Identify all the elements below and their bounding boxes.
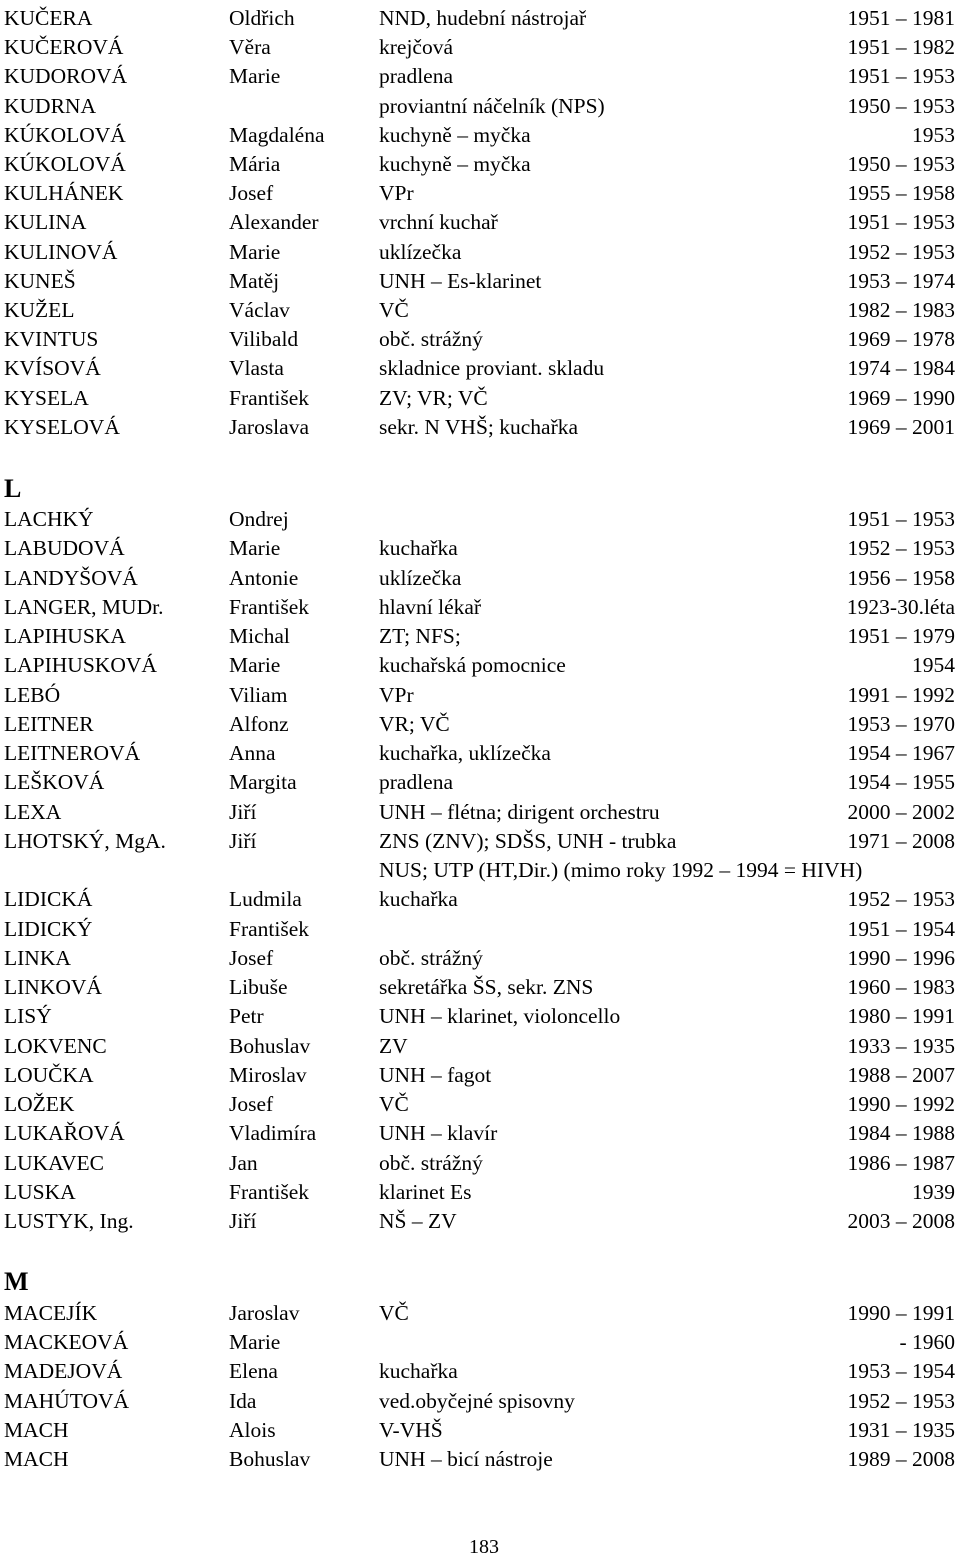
role-cell: krejčová [379, 35, 454, 60]
first-name-cell: Alexander [229, 210, 319, 235]
role-cell: VPr [379, 682, 414, 707]
role-cell: kuchařská pomocnice [379, 653, 566, 678]
section-heading-l: L [4, 474, 22, 503]
first-name-cell: Oldřich [229, 6, 295, 30]
role-cell: uklízečka [379, 565, 462, 590]
role-cell: VPr [379, 181, 414, 206]
years-cell: 1951 – 1953 [847, 507, 955, 531]
list-row [0, 4, 960, 33]
first-name-cell: Jaroslav [229, 1301, 300, 1325]
section-heading-m: M [4, 1267, 29, 1296]
role-cell: UNH – flétna; dirigent orchestru [379, 799, 660, 824]
first-name-cell: Elena [229, 1359, 278, 1384]
years-cell: 1953 – 1974 [847, 268, 955, 293]
first-name-cell: Miroslav [229, 1062, 307, 1087]
role-cell: kuchyně – myčka [379, 152, 531, 176]
surname-cell: MACKEOVÁ [4, 1330, 129, 1355]
years-cell: 1952 – 1953 [847, 887, 955, 912]
list-row [0, 944, 960, 973]
surname-cell: LEITNEROVÁ [4, 741, 141, 765]
first-name-cell: František [229, 916, 310, 941]
list-row [0, 739, 960, 768]
years-cell: 1969 – 2001 [847, 414, 955, 439]
role-cell: VČ [379, 298, 409, 322]
surname-cell: KULINOVÁ [4, 239, 118, 264]
first-name-cell: Margita [229, 770, 297, 795]
list-row [0, 681, 960, 710]
list-row [0, 325, 960, 354]
list-row [0, 1002, 960, 1031]
years-cell: 1989 – 2008 [847, 1447, 955, 1471]
years-cell: 1990 – 1992 [847, 1092, 955, 1116]
role-cell: pradlena [379, 64, 454, 89]
first-name-cell: Michal [229, 624, 290, 648]
role-cell: ZNS (ZNV); SDŠS, UNH - trubka [379, 828, 677, 853]
years-cell: 1953 [912, 122, 955, 147]
list-row [0, 856, 960, 885]
years-cell: 1969 – 1978 [847, 327, 955, 352]
role-cell: VČ [379, 1301, 409, 1325]
surname-cell: LUKAVEC [4, 1150, 104, 1175]
surname-cell: LIDICKÁ [4, 887, 93, 912]
first-name-cell: František [229, 1179, 310, 1204]
surname-cell: KUNEŠ [4, 268, 76, 293]
list-row [0, 296, 960, 325]
first-name-cell: Ondrej [229, 507, 289, 531]
role-cell: NND, hudební nástrojař [379, 6, 587, 30]
surname-cell: LEŠKOVÁ [4, 770, 105, 795]
list-row [0, 1357, 960, 1386]
role-cell: uklízečka [379, 239, 462, 264]
years-cell: 1954 – 1955 [847, 770, 955, 795]
surname-cell: KULINA [4, 210, 87, 235]
list-row [0, 768, 960, 797]
list-row [0, 62, 960, 91]
first-name-cell: Marie [229, 1330, 281, 1355]
years-cell: 1954 [912, 653, 955, 678]
years-cell: 1956 – 1958 [847, 565, 955, 590]
first-name-cell: Marie [229, 653, 281, 678]
years-cell: - 1960 [899, 1330, 955, 1355]
surname-cell: MACEJÍK [4, 1301, 98, 1325]
role-cell: UNH – bicí nástroje [379, 1447, 553, 1471]
surname-cell: LUKAŘOVÁ [4, 1121, 125, 1146]
role-cell: ZV; VR; VČ [379, 385, 488, 410]
first-name-cell: Libuše [229, 975, 288, 999]
role-cell: sekr. N VHŠ; kuchařka [379, 414, 579, 439]
years-cell: 1952 – 1953 [847, 239, 955, 264]
first-name-cell: Matěj [229, 268, 280, 293]
role-cell: kuchařka [379, 887, 458, 912]
role-cell: NŠ – ZV [379, 1209, 457, 1233]
first-name-cell: Jiří [229, 828, 257, 853]
years-cell: 1951 – 1979 [847, 624, 955, 648]
list-row [0, 885, 960, 914]
list-row [0, 1178, 960, 1207]
list-row [0, 1299, 960, 1328]
surname-cell: KUŽEL [4, 298, 75, 322]
years-cell: 1980 – 1991 [847, 1004, 955, 1029]
years-cell: 1951 – 1981 [847, 6, 955, 30]
role-cell: VČ [379, 1092, 409, 1116]
years-cell: 1974 – 1984 [847, 356, 955, 381]
surname-cell: LIDICKÝ [4, 916, 93, 941]
surname-cell: KUDRNA [4, 93, 96, 118]
role-cell: proviantní náčelník (NPS) [379, 93, 605, 118]
surname-cell: LHOTSKÝ, MgA. [4, 828, 166, 853]
role-cell: UNH – klavír [379, 1121, 498, 1146]
years-cell: 1988 – 2007 [847, 1062, 955, 1087]
list-row [0, 710, 960, 739]
years-cell: 1952 – 1953 [847, 1388, 955, 1413]
first-name-cell: Václav [229, 298, 290, 322]
years-cell: 2000 – 2002 [847, 799, 955, 824]
surname-cell: KUDOROVÁ [4, 64, 128, 89]
list-row [0, 593, 960, 622]
surname-cell: LOŽEK [4, 1092, 75, 1116]
list-row [0, 121, 960, 150]
role-cell: kuchařka [379, 1359, 458, 1384]
list-row [0, 827, 960, 856]
years-cell: 1950 – 1953 [847, 93, 955, 118]
first-name-cell: Vladimíra [229, 1121, 317, 1146]
list-row [0, 150, 960, 179]
role-cell: V-VHŠ [379, 1417, 443, 1442]
role-cell: ZT; NFS; [379, 624, 461, 648]
years-cell: 1951 – 1982 [847, 35, 955, 60]
list-row [0, 534, 960, 563]
first-name-cell: Alois [229, 1417, 276, 1442]
list-row [0, 92, 960, 121]
surname-cell: LAPIHUSKOVÁ [4, 653, 157, 678]
first-name-cell: Jaroslava [229, 414, 309, 439]
first-name-cell: Magdaléna [229, 122, 325, 147]
first-name-cell: Vilibald [229, 327, 299, 352]
surname-cell: LOKVENC [4, 1033, 107, 1058]
role-cell: skladnice proviant. skladu [379, 356, 605, 381]
first-name-cell: Ludmila [229, 887, 302, 912]
first-name-cell: Josef [229, 181, 274, 206]
surname-cell: KVINTUS [4, 327, 99, 352]
first-name-cell: Marie [229, 64, 281, 89]
surname-cell: KYSELOVÁ [4, 414, 120, 439]
page-number: 183 [469, 1536, 499, 1558]
first-name-cell: Josef [229, 945, 274, 970]
list-row [0, 1416, 960, 1445]
surname-cell: LUSKA [4, 1179, 76, 1204]
surname-cell: MAHÚTOVÁ [4, 1388, 130, 1413]
role-cell: vrchní kuchař [379, 210, 498, 235]
list-row [0, 238, 960, 267]
surname-cell: KYSELA [4, 385, 89, 410]
surname-cell: KVÍSOVÁ [4, 356, 101, 381]
first-name-cell: Marie [229, 239, 281, 264]
years-cell: 1951 – 1954 [847, 916, 955, 941]
years-cell: 1953 – 1954 [847, 1359, 955, 1384]
list-row [0, 384, 960, 413]
list-row [0, 1149, 960, 1178]
surname-cell: KÚKOLOVÁ [4, 122, 126, 147]
list-row [0, 1119, 960, 1148]
years-cell: 1969 – 1990 [847, 385, 955, 410]
list-row [0, 267, 960, 296]
years-cell: 1971 – 2008 [847, 828, 955, 853]
role-cell: UNH – klarinet, violoncello [379, 1004, 621, 1029]
first-name-cell: Vlasta [229, 356, 284, 381]
role-cell: obč. strážný [379, 945, 483, 970]
first-name-cell: Marie [229, 536, 281, 561]
surname-cell: LABUDOVÁ [4, 536, 125, 561]
surname-cell: LEXA [4, 799, 62, 824]
role-cell: klarinet Es [379, 1179, 472, 1204]
years-cell: 1991 – 1992 [847, 682, 955, 707]
first-name-cell: Jiří [229, 1209, 257, 1233]
surname-cell: LISÝ [4, 1004, 52, 1029]
surname-cell: MADEJOVÁ [4, 1359, 123, 1384]
list-row [0, 1032, 960, 1061]
first-name-cell: Antonie [229, 565, 299, 590]
surname-cell: MACH [4, 1447, 69, 1471]
first-name-cell: Alfonz [229, 711, 289, 736]
surname-cell: LAPIHUSKA [4, 624, 126, 648]
surname-cell: LEITNER [4, 711, 94, 736]
surname-cell: KUČEROVÁ [4, 35, 124, 60]
surname-cell: LINKA [4, 945, 71, 970]
first-name-cell: Mária [229, 152, 281, 176]
list-row [0, 622, 960, 651]
list-row [0, 33, 960, 62]
surname-cell: LUSTYK, Ing. [4, 1209, 134, 1233]
surname-cell: KÚKOLOVÁ [4, 152, 126, 176]
years-cell: 1931 – 1935 [847, 1417, 955, 1442]
role-cell: ZV [379, 1033, 408, 1058]
surname-cell: LINKOVÁ [4, 975, 102, 999]
surname-cell: KUČERA [4, 6, 93, 30]
first-name-cell: Josef [229, 1092, 274, 1116]
list-row [0, 1090, 960, 1119]
role-cell: sekretářka ŠS, sekr. ZNS [379, 975, 594, 999]
surname-cell: LACHKÝ [4, 507, 94, 531]
years-cell: 1990 – 1991 [847, 1301, 955, 1325]
role-cell: pradlena [379, 770, 454, 795]
list-row [0, 564, 960, 593]
first-name-cell: Bohuslav [229, 1447, 311, 1471]
list-row [0, 1328, 960, 1357]
list-row [0, 1207, 960, 1236]
role-cell: UNH – Es-klarinet [379, 268, 542, 293]
years-cell: 1955 – 1958 [847, 181, 955, 206]
years-cell: 1939 [912, 1179, 955, 1204]
years-cell: 1990 – 1996 [847, 945, 955, 970]
list-row [0, 1387, 960, 1416]
years-cell: 1950 – 1953 [847, 152, 955, 176]
surname-cell: MACH [4, 1417, 69, 1442]
first-name-cell: František [229, 594, 310, 619]
list-row [0, 1061, 960, 1090]
list-row [0, 1445, 960, 1474]
years-cell: 1952 – 1953 [847, 536, 955, 561]
role-cell: hlavní lékař [379, 594, 482, 619]
list-row [0, 505, 960, 534]
role-cell: obč. strážný [379, 327, 483, 352]
first-name-cell: Věra [229, 35, 271, 60]
years-cell: 1951 – 1953 [847, 210, 955, 235]
list-row [0, 973, 960, 1002]
list-row [0, 208, 960, 237]
first-name-cell: Viliam [229, 682, 288, 707]
list-row [0, 413, 960, 442]
list-row [0, 915, 960, 944]
first-name-cell: Jan [229, 1150, 258, 1175]
first-name-cell: Ida [229, 1388, 257, 1413]
years-cell: 1960 – 1983 [847, 975, 955, 999]
role-cell: kuchařka, uklízečka [379, 741, 551, 765]
years-cell: 1933 – 1935 [847, 1033, 955, 1058]
years-cell: 1982 – 1983 [847, 298, 955, 322]
role-cell: obč. strážný [379, 1150, 483, 1175]
list-row [0, 798, 960, 827]
first-name-cell: Bohuslav [229, 1033, 311, 1058]
years-cell: 1986 – 1987 [847, 1150, 955, 1175]
list-row [0, 354, 960, 383]
first-name-cell: Anna [229, 741, 276, 765]
list-row [0, 179, 960, 208]
surname-cell: LOUČKA [4, 1062, 94, 1087]
surname-cell: KULHÁNEK [4, 181, 124, 206]
role-cell: UNH – fagot [379, 1062, 492, 1087]
role-cell: kuchyně – myčka [379, 122, 531, 147]
first-name-cell: František [229, 385, 310, 410]
list-row [0, 651, 960, 680]
role-cell: kuchařka [379, 536, 458, 561]
role-cell: ved.obyčejné spisovny [379, 1388, 575, 1413]
surname-cell: LEBÓ [4, 682, 61, 707]
years-cell: 2003 – 2008 [847, 1209, 955, 1233]
years-cell: 1984 – 1988 [847, 1121, 955, 1146]
role-cell: NUS; UTP (HT,Dir.) (mimo roky 1992 – 1994 = HIVH) [379, 858, 863, 882]
years-cell: 1953 – 1970 [847, 711, 955, 736]
years-cell: 1951 – 1953 [847, 64, 955, 89]
years-cell: 1954 – 1967 [847, 741, 955, 765]
role-cell: VR; VČ [379, 711, 450, 736]
surname-cell: LANGER, MUDr. [4, 594, 164, 619]
first-name-cell: Petr [229, 1004, 264, 1029]
years-cell: 1923-30.léta [846, 594, 955, 619]
surname-cell: LANDYŠOVÁ [4, 565, 138, 590]
first-name-cell: Jiří [229, 799, 257, 824]
